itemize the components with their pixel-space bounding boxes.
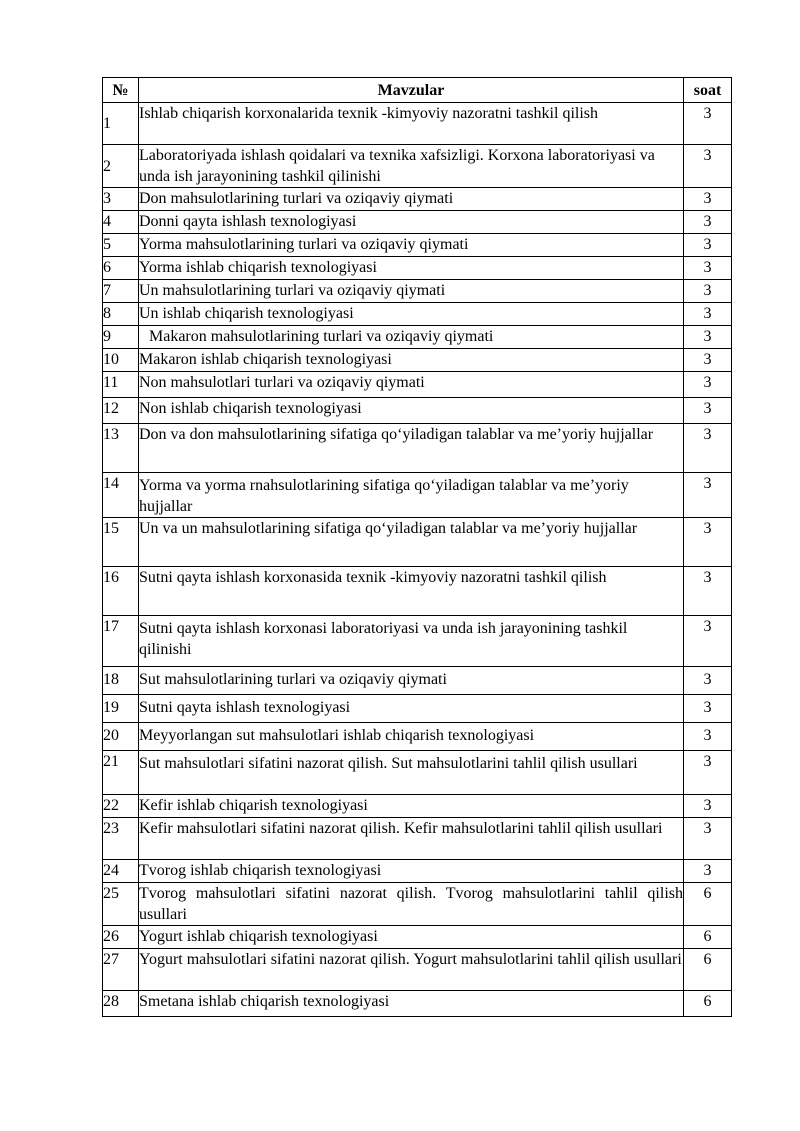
row-number: 24 (103, 860, 139, 883)
table-row (103, 723, 732, 751)
topics-table (102, 77, 732, 1017)
row-number: 9 (103, 326, 139, 349)
header-topics: Mavzular (139, 78, 684, 103)
row-number: 28 (103, 991, 139, 1017)
row-number: 11 (103, 372, 139, 398)
row-topic: Sutni qayta ishlash korxonasida texnik -kimyoviy nazoratni tashkil qilish (139, 567, 684, 616)
row-topic: Donni qayta ishlash texnologiyasi (139, 211, 684, 234)
row-hours: 3 (684, 695, 732, 723)
row-hours: 3 (684, 257, 732, 280)
row-topic: Don mahsulotlarining turlari va oziqaviy qiymati (139, 188, 684, 211)
row-number: 21 (103, 751, 139, 795)
table-row (103, 145, 732, 188)
row-topic: Kefir ishlab chiqarish texnologiyasi (139, 795, 684, 818)
row-number: 4 (103, 211, 139, 234)
table-row (103, 473, 732, 518)
row-number: 13 (103, 424, 139, 473)
row-hours: 6 (684, 949, 732, 991)
row-number: 26 (103, 926, 139, 949)
row-topic: Tvorog ishlab chiqarish texnologiyasi (139, 860, 684, 883)
row-number: 8 (103, 303, 139, 326)
row-number: 6 (103, 257, 139, 280)
table-row (103, 949, 732, 991)
row-hours: 6 (684, 926, 732, 949)
row-hours: 3 (684, 349, 732, 372)
row-number: 14 (103, 473, 139, 518)
table-row (103, 424, 732, 473)
row-hours: 3 (684, 667, 732, 695)
row-number: 18 (103, 667, 139, 695)
table-row (103, 695, 732, 723)
row-topic: Yorma mahsulotlarining turlari va oziqaviy qiymati (139, 234, 684, 257)
row-topic: Laboratoriyada ishlash qoidalari va texnika xafsizligi. Korxona laboratoriyasi va unda ish jarayonining tashkil qilinishi (139, 145, 684, 188)
row-hours: 3 (684, 372, 732, 398)
row-topic: Sutni qayta ishlash korxonasi laboratoriyasi va unda ish jarayonining tashkil qilinishi (139, 616, 684, 667)
row-number: 10 (103, 349, 139, 372)
table-row (103, 818, 732, 860)
row-hours: 6 (684, 991, 732, 1017)
row-number: 5 (103, 234, 139, 257)
table-row (103, 303, 732, 326)
table-row (103, 751, 732, 795)
row-hours: 3 (684, 518, 732, 567)
table-row (103, 518, 732, 567)
table-row (103, 926, 732, 949)
row-topic: Non mahsulotlari turlari va oziqaviy qiymati (139, 372, 684, 398)
row-hours: 3 (684, 326, 732, 349)
row-topic: Yogurt mahsulotlari sifatini nazorat qilish. Yogurt mahsulotlarini tahlil qilish usullari (139, 949, 684, 991)
row-hours: 3 (684, 795, 732, 818)
row-number: 17 (103, 616, 139, 667)
table-row (103, 398, 732, 424)
row-topic: Sut mahsulotlarining turlari va oziqaviy qiymati (139, 667, 684, 695)
table-row (103, 280, 732, 303)
row-topic: Kefir mahsulotlari sifatini nazorat qilish. Kefir mahsulotlarini tahlil qilish usullari (139, 818, 684, 860)
row-hours: 3 (684, 473, 732, 518)
row-number: 2 (103, 145, 139, 188)
row-number: 12 (103, 398, 139, 424)
row-number: 25 (103, 883, 139, 926)
row-number: 1 (103, 103, 139, 145)
row-hours: 3 (684, 818, 732, 860)
row-number: 3 (103, 188, 139, 211)
row-topic: Un va un mahsulotlarining sifatiga qo‘yiladigan talablar va me’yoriy hujjallar (139, 518, 684, 567)
table-row (103, 860, 732, 883)
row-number: 15 (103, 518, 139, 567)
table-row (103, 667, 732, 695)
row-hours: 3 (684, 145, 732, 188)
row-topic: Makaron ishlab chiqarish texnologiyasi (139, 349, 684, 372)
row-hours: 3 (684, 188, 732, 211)
row-topic: Makaron mahsulotlarining turlari va oziqaviy qiymati (139, 326, 684, 349)
table-row (103, 567, 732, 616)
table-row (103, 103, 732, 145)
row-topic: Sutni qayta ishlash texnologiyasi (139, 695, 684, 723)
row-topic: Sut mahsulotlari sifatini nazorat qilish. Sut mahsulotlarini tahlil qilish usullari (139, 751, 684, 795)
row-topic: Yogurt ishlab chiqarish texnologiyasi (139, 926, 684, 949)
row-hours: 3 (684, 751, 732, 795)
table-row (103, 991, 732, 1017)
row-number: 7 (103, 280, 139, 303)
row-hours: 3 (684, 616, 732, 667)
header-hours: soat (684, 78, 732, 103)
table-row (103, 372, 732, 398)
row-number: 22 (103, 795, 139, 818)
row-topic: Tvorog mahsulotlari sifatini nazorat qilish. Tvorog mahsulotlarini tahlil qilish usullari (139, 883, 684, 926)
table-row (103, 188, 732, 211)
row-hours: 3 (684, 723, 732, 751)
row-topic: Ishlab chiqarish korxonalarida texnik -kimyoviy nazoratni tashkil qilish (139, 103, 684, 145)
row-topic: Non ishlab chiqarish texnologiyasi (139, 398, 684, 424)
table-row (103, 211, 732, 234)
row-number: 19 (103, 695, 139, 723)
row-topic: Don va don mahsulotlarining sifatiga qo‘yiladigan talablar va me’yoriy hujjallar (139, 424, 684, 473)
row-topic: Yorma va yorma rnahsulotlarining sifatiga qo‘yiladigan talablar va me’yoriy hujjallar (139, 473, 684, 518)
table-row (103, 795, 732, 818)
row-hours: 3 (684, 234, 732, 257)
row-hours: 3 (684, 303, 732, 326)
table-row (103, 883, 732, 926)
row-hours: 6 (684, 883, 732, 926)
row-hours: 3 (684, 860, 732, 883)
row-number: 27 (103, 949, 139, 991)
row-number: 16 (103, 567, 139, 616)
row-number: 23 (103, 818, 139, 860)
table-row (103, 257, 732, 280)
row-hours: 3 (684, 398, 732, 424)
table-row (103, 616, 732, 667)
row-hours: 3 (684, 567, 732, 616)
row-topic: Meyyorlangan sut mahsulotlari ishlab chiqarish texnologiyasi (139, 723, 684, 751)
row-number: 20 (103, 723, 139, 751)
row-hours: 3 (684, 424, 732, 473)
row-hours: 3 (684, 211, 732, 234)
row-topic: Un mahsulotlarining turlari va oziqaviy qiymati (139, 280, 684, 303)
table-row (103, 349, 732, 372)
row-topic: Yorma ishlab chiqarish texnologiyasi (139, 257, 684, 280)
row-topic: Un ishlab chiqarish texnologiyasi (139, 303, 684, 326)
table-row (103, 234, 732, 257)
row-hours: 3 (684, 280, 732, 303)
header-number: № (103, 78, 139, 103)
row-topic: Smetana ishlab chiqarish texnologiyasi (139, 991, 684, 1017)
table-header-row (103, 78, 732, 103)
table-row (103, 326, 732, 349)
row-hours: 3 (684, 103, 732, 145)
